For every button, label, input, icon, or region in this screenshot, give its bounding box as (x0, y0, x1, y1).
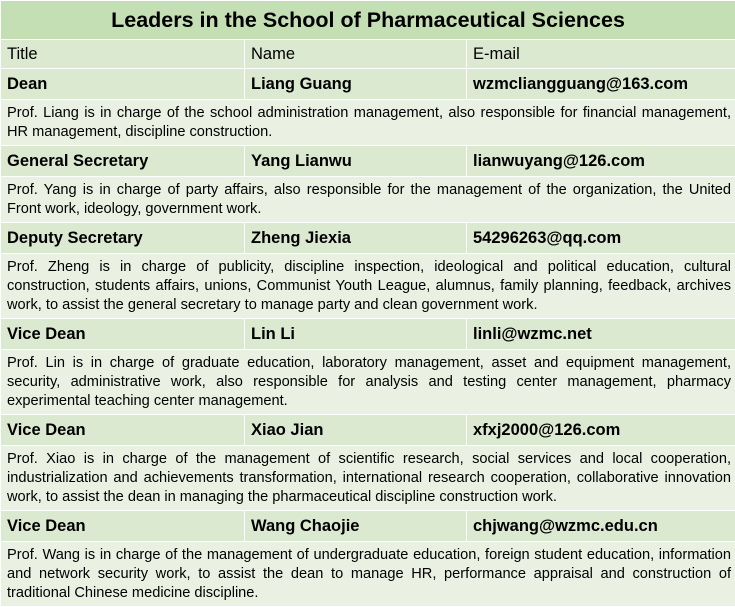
leader-description: Prof. Xiao is in charge of the management of scientific research, social services and local cooperation, industrialization and achievements transformation, international research cooperation, collaborative innovation work, to assist the dean in managing the pharmaceutical discipline construction work. (1, 446, 735, 511)
leader-row (1, 415, 735, 446)
leader-title: Vice Dean (1, 511, 245, 542)
leader-name: Lin Li (245, 319, 467, 350)
leader-email: lianwuyang@126.com (467, 146, 735, 177)
leader-row (1, 146, 735, 177)
leader-name: Zheng Jiexia (245, 223, 467, 254)
leader-description-row (1, 177, 735, 223)
leader-description-row (1, 100, 735, 146)
leader-email: 54296263@qq.com (467, 223, 735, 254)
leader-name: Yang Lianwu (245, 146, 467, 177)
leader-title: Vice Dean (1, 319, 245, 350)
leader-email: linli@wzmc.net (467, 319, 735, 350)
leader-name: Xiao Jian (245, 415, 467, 446)
leader-description: Prof. Zheng is in charge of publicity, discipline inspection, ideological and political education, cultural construction, students affairs, unions, Communist Youth League, alumnus, family planning, feedback, archives work, to assist the general secretary to manage party and clean government work. (1, 254, 735, 319)
leader-row (1, 69, 735, 100)
leader-description: Prof. Liang is in charge of the school administration management, also responsible for financial management, HR management, discipline construction. (1, 100, 735, 146)
leader-description: Prof. Lin is in charge of graduate education, laboratory management, asset and equipment management, security, administrative work, also responsible for analysis and testing center management, pharmacy experimental teaching center management. (1, 350, 735, 415)
leader-description-row (1, 254, 735, 319)
leader-name: Wang Chaojie (245, 511, 467, 542)
leader-email: xfxj2000@126.com (467, 415, 735, 446)
header-row (1, 40, 735, 69)
leader-title: Dean (1, 69, 245, 100)
leader-email: wzmcliangguang@163.com (467, 69, 735, 100)
leader-title: Vice Dean (1, 415, 245, 446)
leader-description-row (1, 542, 735, 607)
leader-title: Deputy Secretary (1, 223, 245, 254)
header-name: Name (245, 40, 467, 69)
leader-description-row (1, 446, 735, 511)
leader-row (1, 319, 735, 350)
leader-description: Prof. Wang is in charge of the management of undergraduate education, foreign student education, information and network security work, to assist the dean to manage HR, performance appraisal and construction of traditional Chinese medicine discipline. (1, 542, 735, 607)
header-title: Title (1, 40, 245, 69)
leader-description-row (1, 350, 735, 415)
leader-row (1, 223, 735, 254)
page-title: Leaders in the School of Pharmaceutical Sciences (1, 1, 735, 40)
leader-row (1, 511, 735, 542)
leader-title: General Secretary (1, 146, 245, 177)
leader-email: chjwang@wzmc.edu.cn (467, 511, 735, 542)
header-email: E-mail (467, 40, 735, 69)
leader-name: Liang Guang (245, 69, 467, 100)
leader-description: Prof. Yang is in charge of party affairs, also responsible for the management of the organization, the United Front work, ideology, government work. (1, 177, 735, 223)
table-title-row (1, 1, 735, 40)
